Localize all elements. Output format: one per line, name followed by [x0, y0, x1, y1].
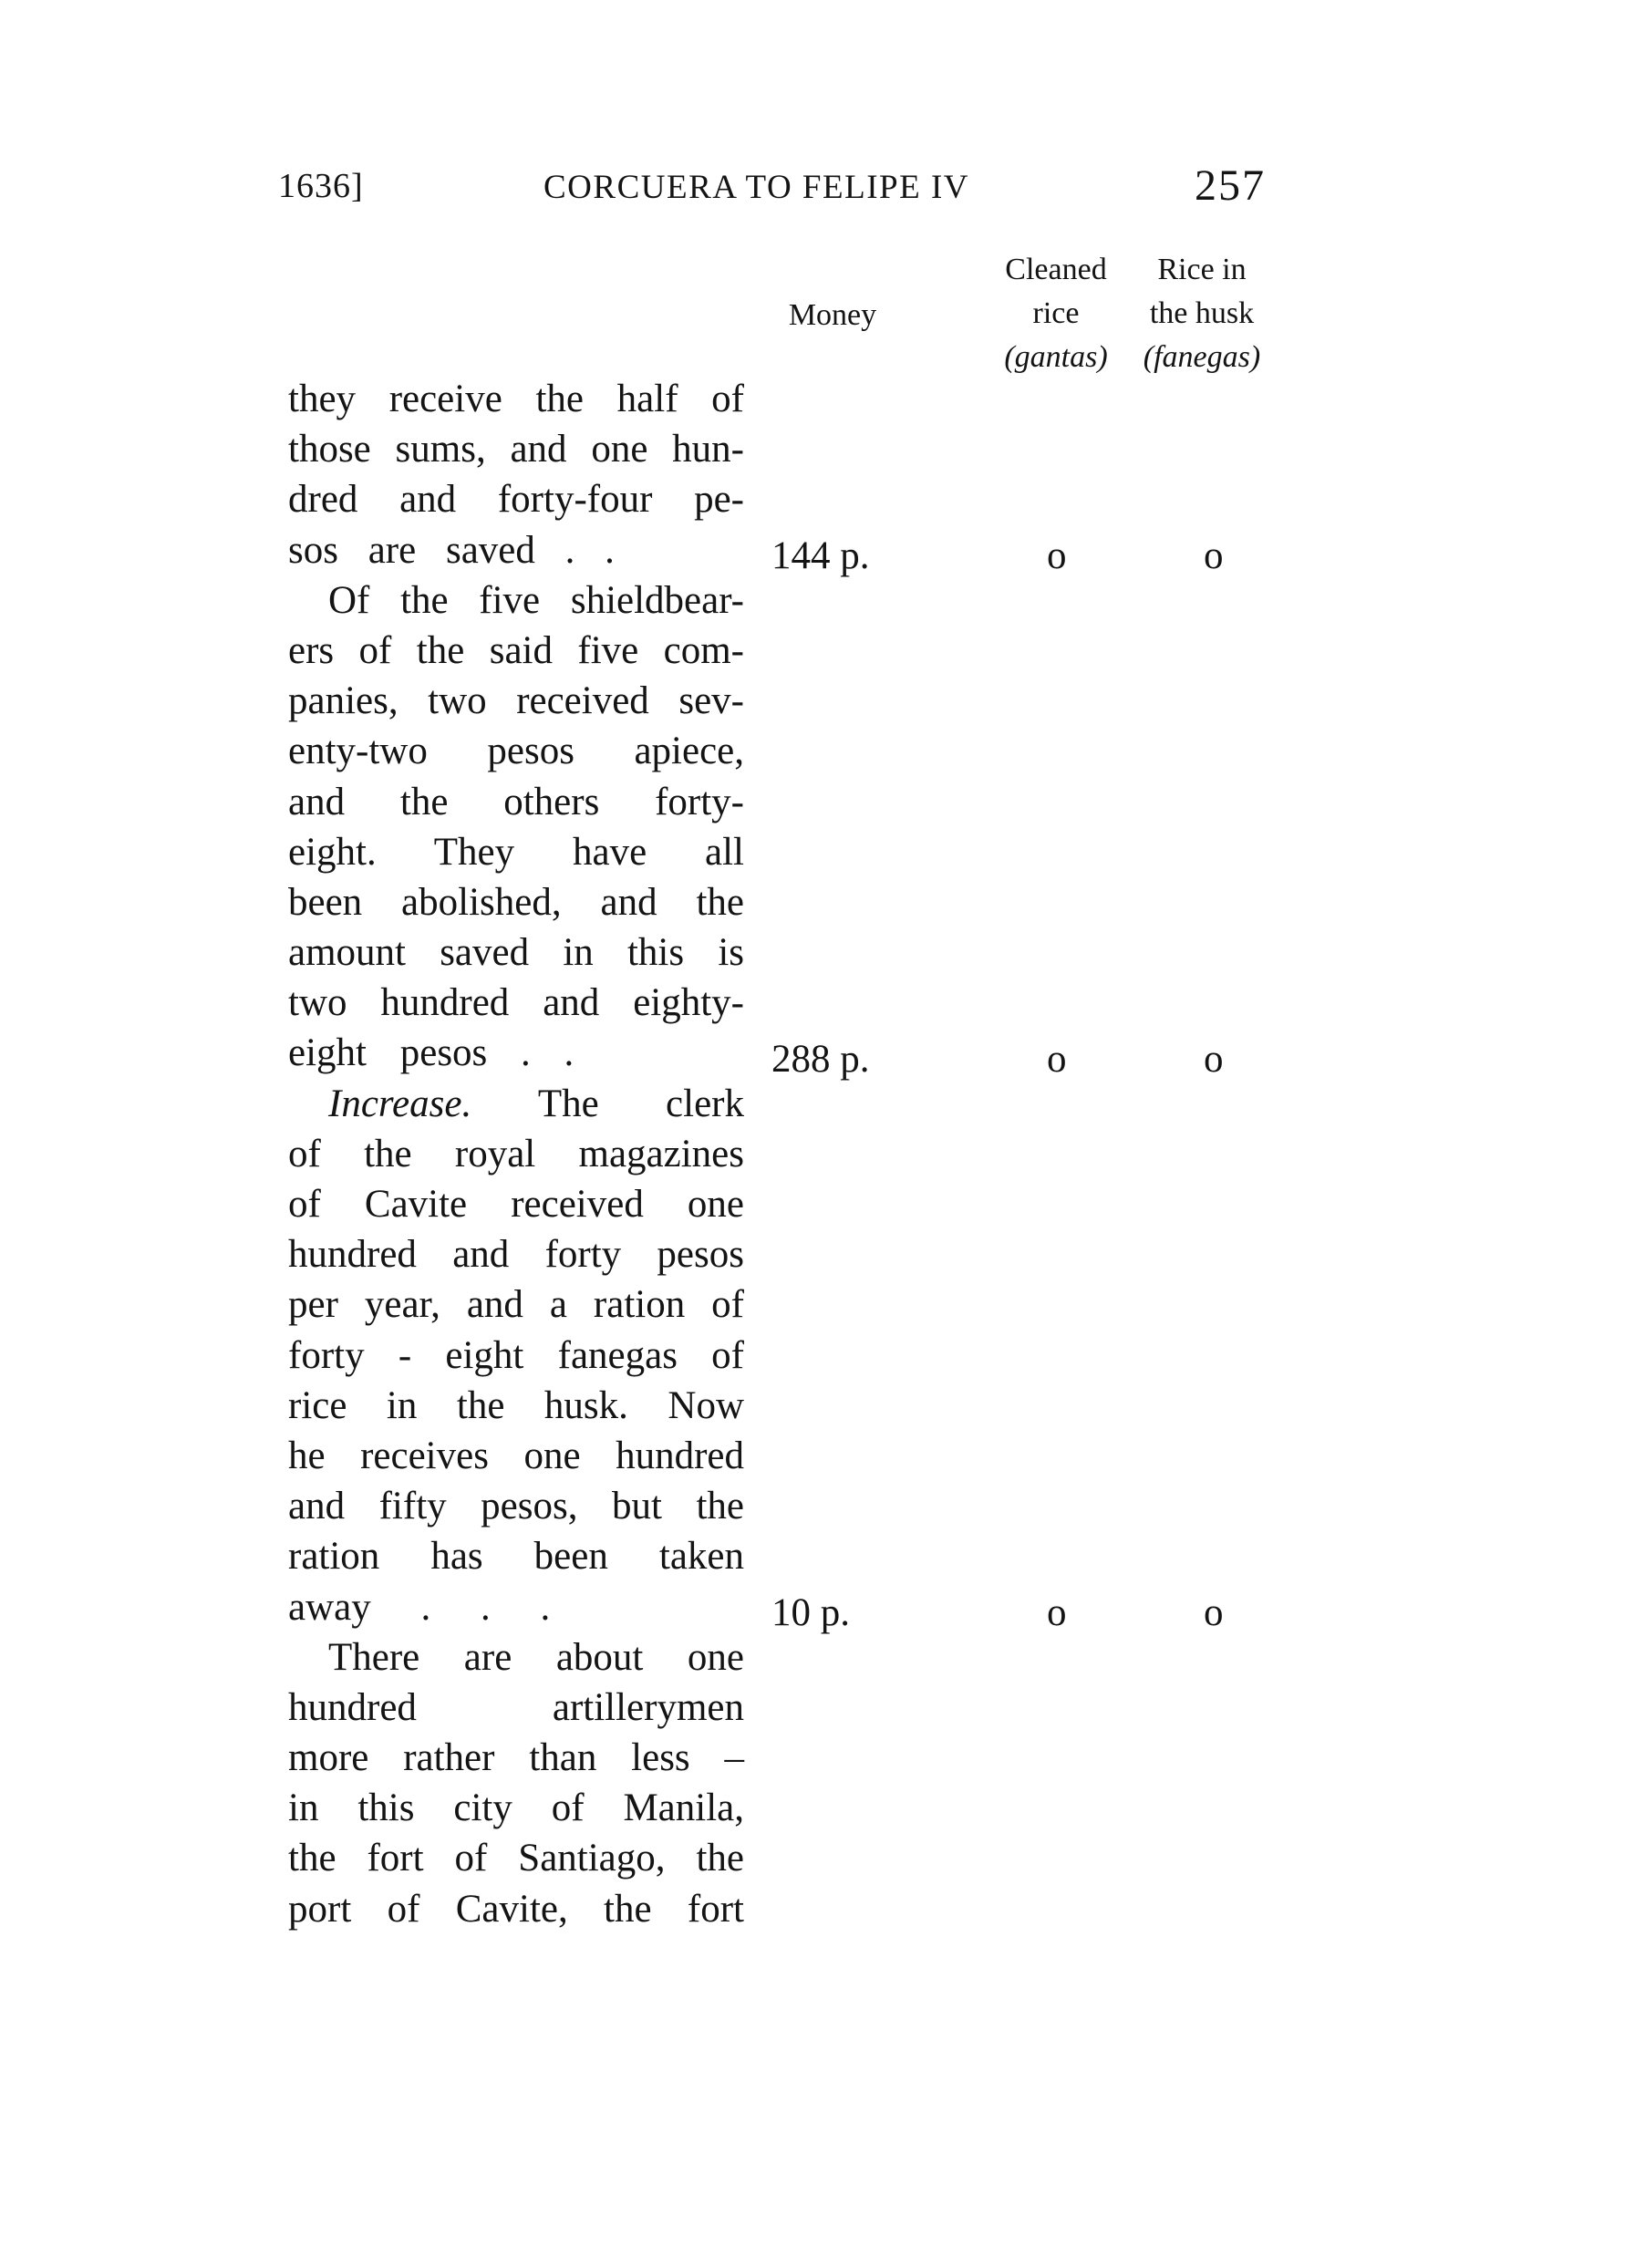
text-line: Increase. The clerk — [328, 1082, 744, 1125]
text-line: he receives one hundred — [288, 1434, 744, 1477]
text-line: port of Cavite, the fort — [288, 1887, 744, 1931]
text-line: those sums, and one hun- — [288, 428, 744, 471]
text-line: been abolished, and the — [288, 880, 744, 924]
text-line: hundred artillerymen — [288, 1685, 744, 1729]
text-line: more rather than less – — [288, 1736, 744, 1780]
rice-in-husk-value: o — [1204, 534, 1224, 577]
text-line: of the royal magazines — [288, 1132, 744, 1175]
column-header-money: Money — [788, 298, 877, 332]
money-value: 288 p. — [771, 1038, 870, 1081]
text-line: away . . . — [288, 1585, 551, 1629]
cleaned-rice-value: o — [1047, 1038, 1067, 1081]
money-value: 144 p. — [771, 534, 870, 577]
text-line: ers of the said five com- — [288, 628, 744, 672]
cleaned-rice-value: o — [1047, 1591, 1067, 1634]
column-header-cleaned-rice: Cleaned rice (gantas) — [1004, 253, 1108, 374]
running-header — [0, 161, 1625, 221]
text-line: Of the five shieldbear- — [328, 578, 744, 622]
page-number: 257 — [1195, 161, 1266, 210]
text-line: ration has been taken — [288, 1535, 744, 1579]
text-line: hundred and forty pesos — [288, 1233, 744, 1277]
text-line: per year, and a ration of — [288, 1283, 744, 1327]
text-line: forty - eight fanegas of — [288, 1333, 744, 1377]
text-line: There are about one — [328, 1635, 744, 1679]
body-text — [288, 374, 744, 1934]
text-line: and fifty pesos, but the — [288, 1485, 744, 1528]
text-line: and the others forty- — [288, 780, 744, 823]
text-line: the fort of Santiago, the — [288, 1837, 744, 1880]
text-line: panies, two received sev- — [288, 679, 744, 723]
header-year: 1636] — [278, 167, 364, 205]
text-line: in this city of Manila, — [288, 1786, 744, 1830]
text-line: sos are saved . . — [288, 528, 615, 572]
text-line: eight pesos . . — [288, 1031, 574, 1075]
increase-label: Increase. — [328, 1082, 472, 1125]
text-line: dred and forty-four pe- — [288, 478, 744, 522]
text-line: they receive the half of — [288, 378, 744, 420]
text-line: amount saved in this is — [288, 931, 744, 975]
cleaned-rice-value: o — [1047, 534, 1067, 577]
text-line: enty-two pesos apiece, — [288, 730, 744, 773]
money-value: 10 p. — [771, 1591, 850, 1634]
header-title: CORCUERA TO FELIPE IV — [543, 169, 969, 206]
text-line: of Cavite received one — [288, 1183, 744, 1226]
rice-in-husk-value: o — [1204, 1038, 1224, 1081]
rice-in-husk-value: o — [1204, 1591, 1224, 1634]
text-line: eight. They have all — [288, 830, 744, 874]
column-header-rice-in-husk: Rice in the husk (fanegas) — [1143, 253, 1261, 374]
text-line: two hundred and eighty- — [288, 981, 744, 1025]
text-line: rice in the husk. Now — [288, 1383, 744, 1427]
